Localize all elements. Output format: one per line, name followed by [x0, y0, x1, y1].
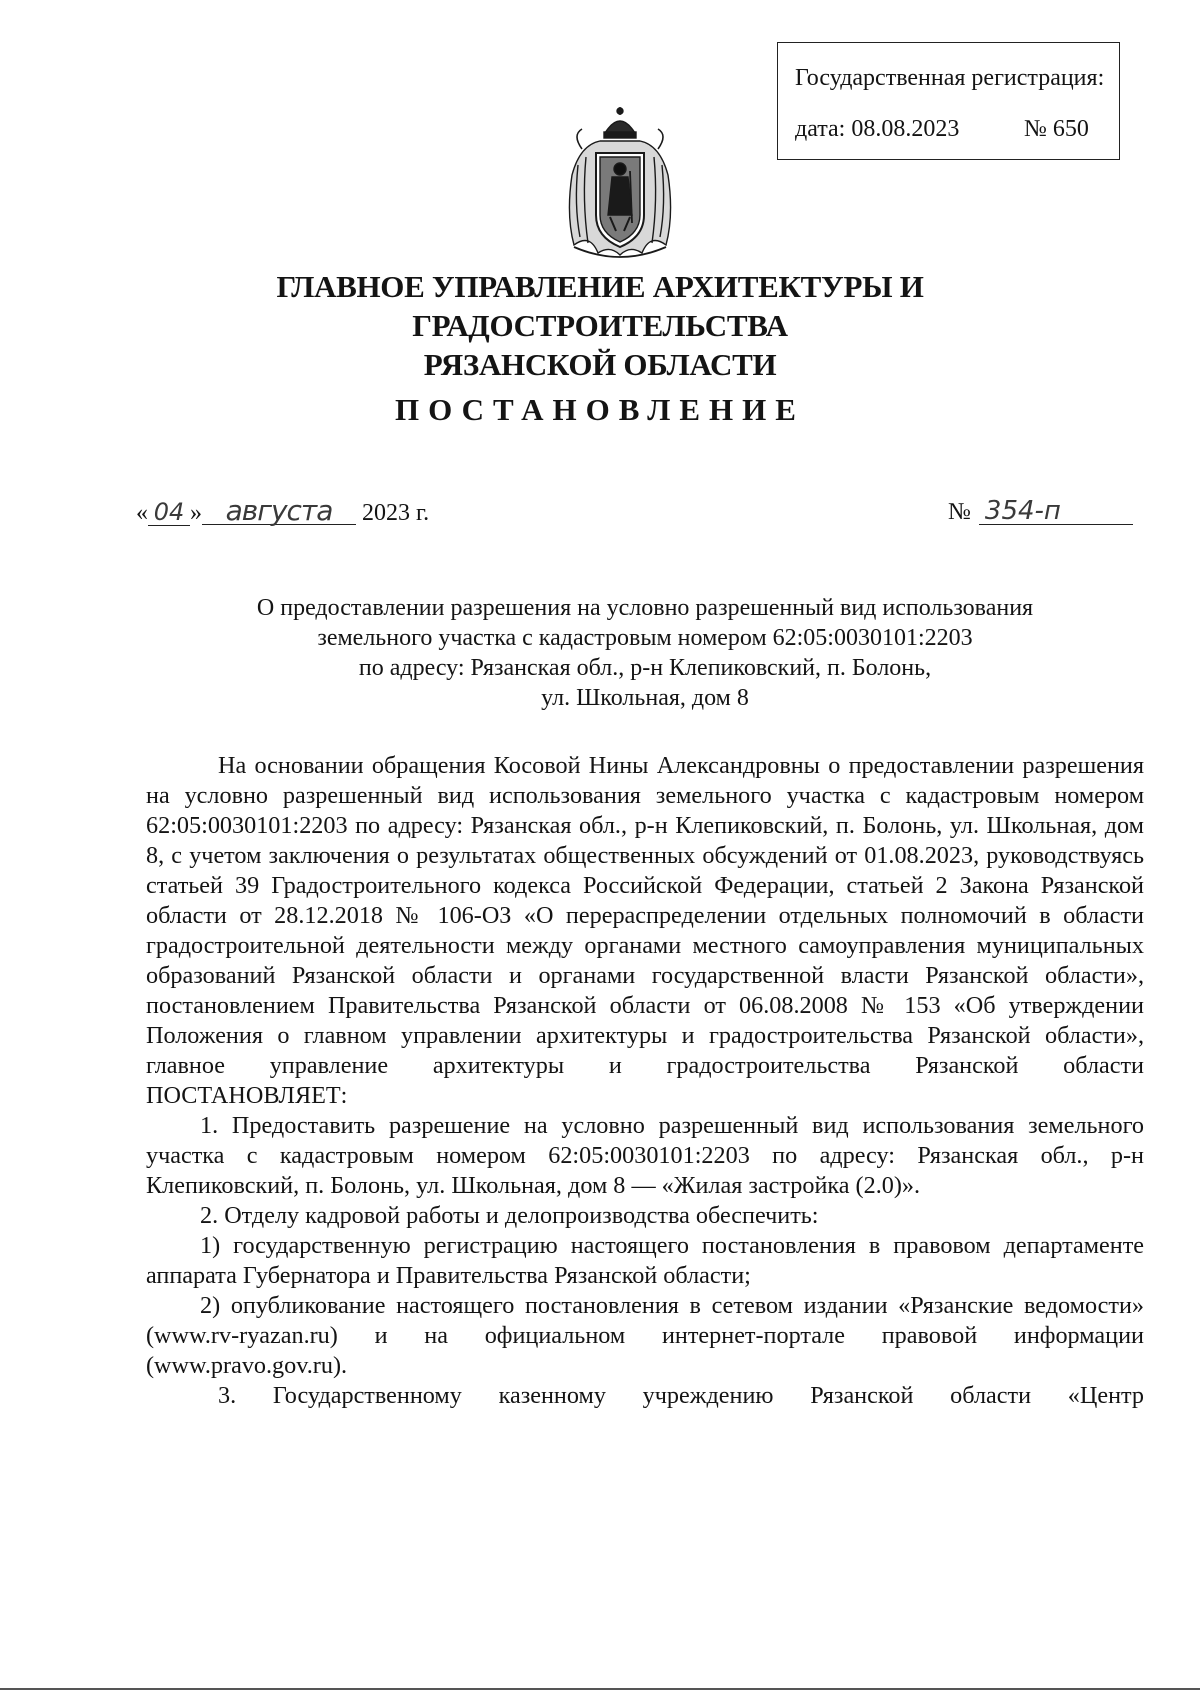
coat-of-arms-icon — [560, 105, 680, 270]
item-2-1-paragraph: 1) государственную регистрацию настоящего постановления в правовом департаменте аппарата Губернатора и Правительства Рязанской области; — [146, 1232, 1144, 1289]
preamble-paragraph: На основании обращения Косовой Нины Александровны о предоставлении разрешения на условно разрешенный вид использования земельного участка с кадастровым номером 62:05:0030101:2203 по адресу: Рязанская обл., р-н Клепиковский, п. Болонь, ул. Школьная, дом 8, с учетом заключения о результатах общественных обсуждений от 01.08.2023, руководствуясь статьей 39 Градостроительного кодекса Российской Федерации, статьей 2 Закона Рязанской области от 28.12.2018 № 106-ОЗ «О перераспределении отдельных полномочий в области градостроительной деятельности между органами местного самоуправления муниципальных образований Рязанской области и органами государственной власти Рязанской области», постановлением Правительства Рязанской области от 06.08.2008 № 153 «Об утверждении Положения о главном управлении архитектуры и градостроительства Рязанской области», главное управление архитектуры и градостроительства Рязанской области — [146, 752, 1144, 1079]
document-body — [146, 751, 1144, 1411]
scan-bottom-edge — [0, 1688, 1200, 1690]
authority-name — [100, 267, 1100, 384]
document-number — [948, 498, 1133, 526]
resolves-statement: ПОСТАНОВЛЯЕТ: — [146, 1082, 348, 1109]
number-label: № — [948, 499, 971, 525]
document-type: ПОСТАНОВЛЕНИЕ — [395, 392, 805, 427]
subject-line-4: ул. Школьная, дом 8 — [541, 685, 749, 711]
number-handwritten: 354-п — [979, 498, 1133, 525]
authority-line-2: РЯЗАНСКОЙ ОБЛАСТИ — [423, 347, 777, 382]
document-date — [136, 494, 430, 527]
document-subject — [120, 593, 1170, 713]
registration-heading: Государственная регистрация: — [795, 65, 1105, 91]
date-year: 2023 г. — [362, 500, 430, 526]
subject-line-2: земельного участка с кадастровым номером 62:05:0030101:2203 — [317, 625, 973, 651]
date-day-handwritten: 04 — [148, 499, 190, 526]
date-close-quote: » — [190, 500, 202, 526]
item-3-paragraph: 3. Государственному казенному учреждению Рязанской области «Центр — [218, 1382, 1144, 1409]
item-2-paragraph: 2. Отделу кадровой работы и делопроизводства обеспечить: — [200, 1202, 819, 1229]
date-open-quote: « — [136, 500, 148, 526]
item-1-paragraph: 1. Предоставить разрешение на условно разрешенный вид использования земельного участка с кадастровым номером 62:05:0030101:2203 по адресу: Рязанская обл., р-н Клепиковский, п. Болонь, ул. Школьная, дом 8 — «Жилая застройка (2.0)». — [146, 1112, 1144, 1199]
registration-date: дата: 08.08.2023 — [795, 116, 960, 142]
subject-line-1: О предоставлении разрешения на условно разрешенный вид использования — [256, 595, 1034, 621]
registration-number: № 650 — [1024, 116, 1089, 142]
authority-line-1: ГЛАВНОЕ УПРАВЛЕНИЕ АРХИТЕКТУРЫ И ГРАДОСТРОИТЕЛЬСТВА — [276, 269, 924, 343]
item-2-2-paragraph: 2) опубликование настоящего постановления в сетевом издании «Рязанские ведомости» (www.rv-ryazan.ru) и на официальном интернет-портале правовой информации (www.pravo.gov.ru). — [146, 1292, 1144, 1379]
subject-line-3: по адресу: Рязанская обл., р-н Клепиковский, п. Болонь, — [358, 655, 932, 681]
date-month-handwritten: августа — [202, 498, 356, 525]
registration-stamp — [777, 42, 1120, 160]
